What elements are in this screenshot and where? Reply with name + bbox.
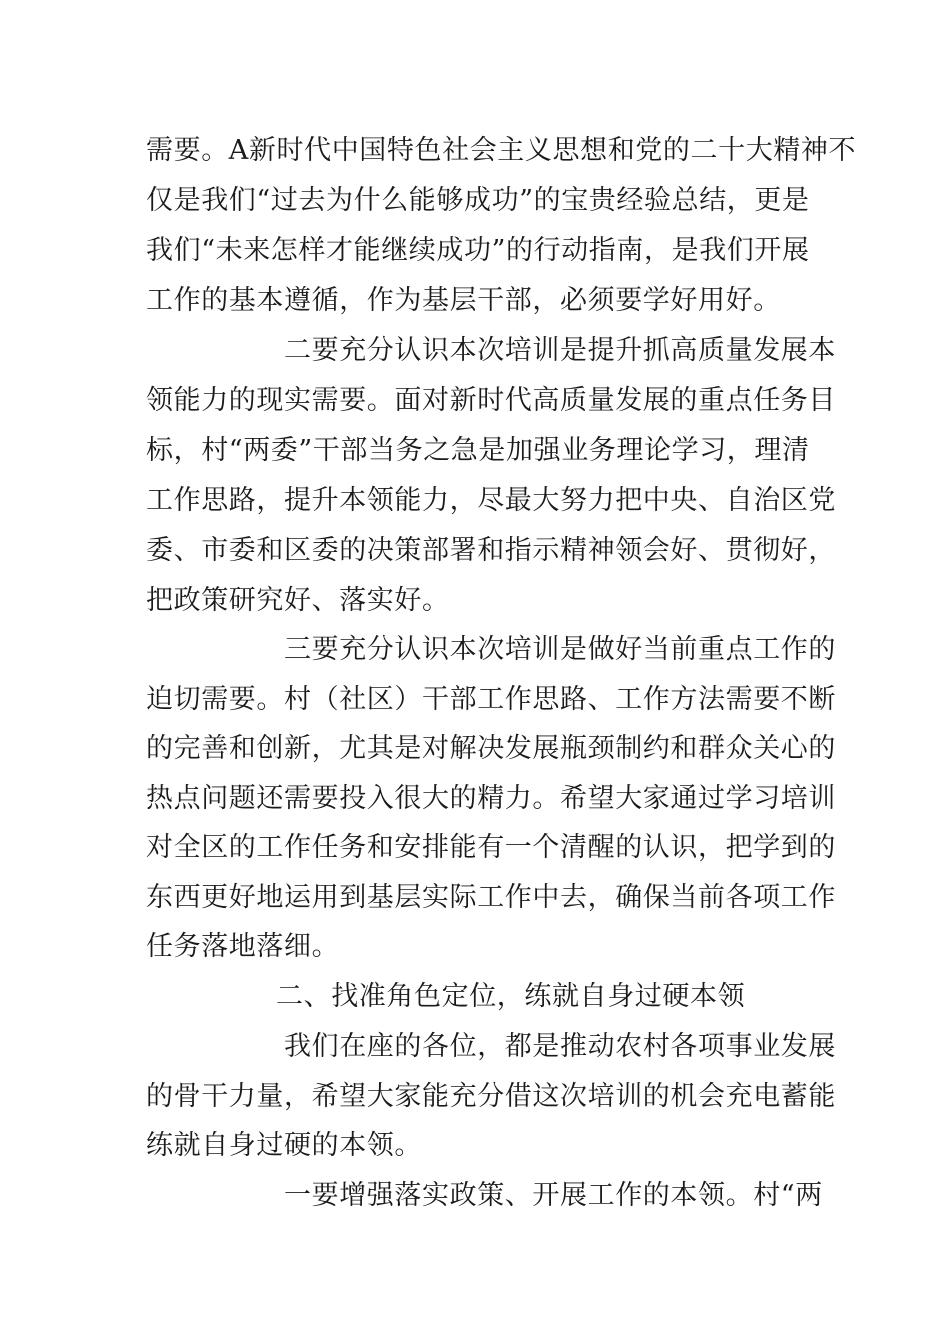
body-line: 练就自身过硬的本领。	[146, 1130, 422, 1161]
body-line: 热点问题还需要投入很大的精力。希望大家通过学习培训	[146, 783, 836, 814]
body-line: 工作的基本遵循，作为基层干部，必须要学好用好。	[146, 285, 781, 316]
body-line: 仅是我们“过去为什么能够成功”的宝贵经验总结，更是	[146, 185, 810, 216]
body-line: 迫切需要。村（社区）干部工作思路、工作方法需要不断	[146, 684, 836, 715]
body-line: 把政策研究好、落实好。	[146, 585, 450, 616]
body-line: 标，村“两委”干部当务之急是加强业务理论学习，理清	[146, 435, 810, 466]
body-line: 委、市委和区委的决策部署和指示精神领会好、贯彻好，	[146, 535, 836, 566]
paragraph-start-line: 我们在座的各位，都是推动农村各项事业发展	[284, 1031, 836, 1062]
body-line: 东西更好地运用到基层实际工作中去，确保当前各项工作	[146, 882, 836, 913]
paragraph-start-line: 一要增强落实政策、开展工作的本领。村“两	[284, 1180, 823, 1211]
body-line: 领能力的现实需要。面对新时代高质量发展的重点任务目	[146, 385, 836, 416]
body-line: 的骨干力量，希望大家能充分借这次培训的机会充电蓄能	[146, 1081, 836, 1112]
paragraph-start-line: 二要充分认识本次培训是提升抓高质量发展本	[284, 335, 836, 366]
section-heading: 二、找准角色定位，练就自身过硬本领	[276, 981, 746, 1012]
body-line: 对全区的工作任务和安排能有一个清醒的认识，把学到的	[146, 832, 836, 863]
body-line: 工作思路，提升本领能力，尽最大努力把中央、自治区党	[146, 485, 836, 516]
body-line: 任务落地落细。	[146, 931, 340, 962]
paragraph-start-line: 三要充分认识本次培训是做好当前重点工作的	[284, 634, 836, 665]
body-line: 需要。A新时代中国特色社会主义思想和党的二十大精神不	[146, 135, 857, 166]
body-line: 我们“未来怎样才能继续成功”的行动指南，是我们开展	[146, 235, 810, 266]
body-line: 的完善和创新，尤其是对解决发展瓶颈制约和群众关心的	[146, 733, 836, 764]
